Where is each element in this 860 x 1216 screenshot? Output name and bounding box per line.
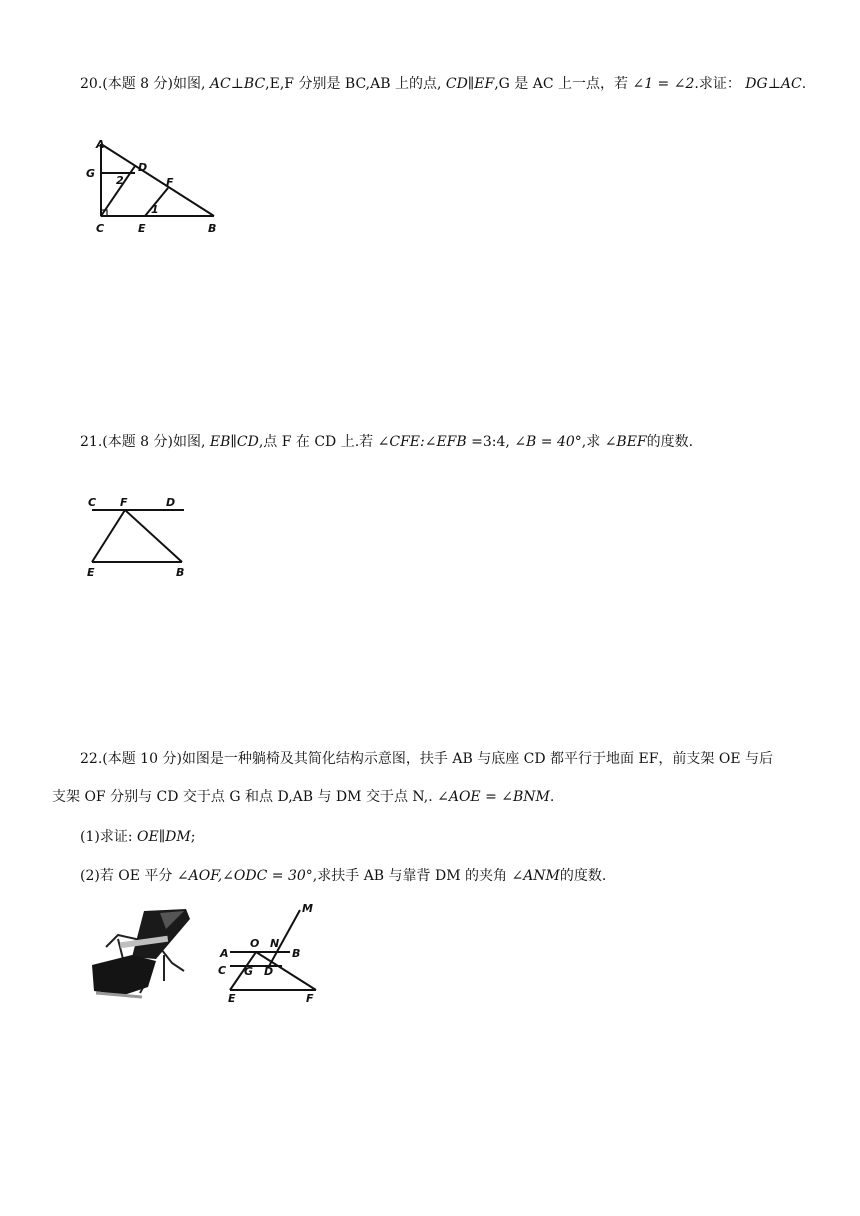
q20-label-b: B [208,222,217,235]
q22-label-b: B [292,947,301,960]
q21-label-f: F [120,496,128,509]
q20-label-angle-2: 2 [116,174,124,187]
q20-figure [80,136,230,246]
q22-part-2-mid: ,求扶手 AB 与靠背 DM 的夹角 [312,868,512,884]
q22-part-2-text: (2)若 OE 平分 [80,868,177,884]
q20-math-perp: AC⊥BC [209,76,266,92]
q22-label-o: O [250,937,260,950]
q20-text-3: .求证： [694,76,746,92]
q21-text-3: ,求 [581,434,605,450]
chair-seat [92,955,156,995]
q22-label-g: G [244,965,254,978]
q21-label-c: C [88,496,97,509]
q22-label-d: D [264,965,274,978]
q21-text-4: 的度数. [646,434,694,450]
chair-backrest [132,909,190,959]
q22-label-e: E [228,992,236,1005]
lounge-chair-photo [88,905,193,1001]
q20-label-angle-1: 1 [151,203,159,216]
q22-part-2-math-2: ∠ANM [511,868,560,884]
q22-line-2 [52,787,554,807]
q22-part-2-math: ∠AOF,∠ODC = 30° [176,868,313,884]
q22-label-m: M [302,902,313,915]
q21-text-2: =3:4, [466,434,515,450]
q22-part-1-math: OE∥DM [137,829,191,845]
q21-figure [82,494,202,584]
q22-part-1-end: ; [190,829,196,845]
q20-text-4: . [801,76,807,92]
q22-label-f: F [306,992,314,1005]
q20-text-1: ,E,F 分别是 BC,AB 上的点, [265,76,446,92]
q22-part-1-text: (1)求证: [80,829,137,845]
q21-seg-fb [125,510,182,562]
q20-math-goal: DG⊥AC [745,76,802,92]
q20-label-c: C [96,222,105,235]
q22-part-1 [80,827,195,847]
q20-label-d: D [138,161,148,174]
q22-label-n: N [270,937,280,950]
q20-label-e: E [138,222,146,235]
q21-prefix: 21.(本题 8 分)如图, [80,434,210,450]
q21-seg-fe [92,510,125,562]
q22-part-2 [80,866,606,886]
q20-label-g: G [86,167,96,180]
q21-label-b: B [176,566,185,579]
q20-label-f: F [166,176,174,189]
q22-line-2-end: . [549,789,555,805]
q22-part-2-end: 的度数. [559,868,607,884]
q20-prefix: 20.(本题 8 分)如图, [80,76,210,92]
q22-label-a: A [220,947,229,960]
q20-label-a: A [96,138,105,151]
q22-line-1: 22.(本题 10 分)如图是一种躺椅及其简化结构示意图，扶手 AB 与底座 CD 都平行于地面 EF，前支架 OE 与后 [80,751,774,767]
q22-label-c: C [218,964,227,977]
q22-math-angles: ∠AOE = ∠BNM [437,789,550,805]
q20-math-angles: ∠1 = ∠2 [632,76,695,92]
q21-math-angle-b: ∠B = 40° [514,434,582,450]
q20-math-parallel: CD∥EF [445,76,495,92]
q21-label-e: E [87,566,95,579]
q21-text-1: ,点 F 在 CD 上.若 [258,434,378,450]
q20-statement [80,74,806,94]
q22-figure [214,902,334,1012]
q21-math-ratio: ∠CFE:∠EFB [377,434,467,450]
q21-math-target: ∠BEF [604,434,647,450]
q21-statement [80,432,693,452]
q20-text-2: ,G 是 AC 上一点，若 [494,76,633,92]
q22-line-2-text: 支架 OF 分别与 CD 交于点 G 和点 D,AB 与 DM 交于点 N,. [52,789,438,805]
chair-base [96,993,142,997]
q21-math-parallel: EB∥CD [209,434,259,450]
q21-label-d: D [166,496,176,509]
